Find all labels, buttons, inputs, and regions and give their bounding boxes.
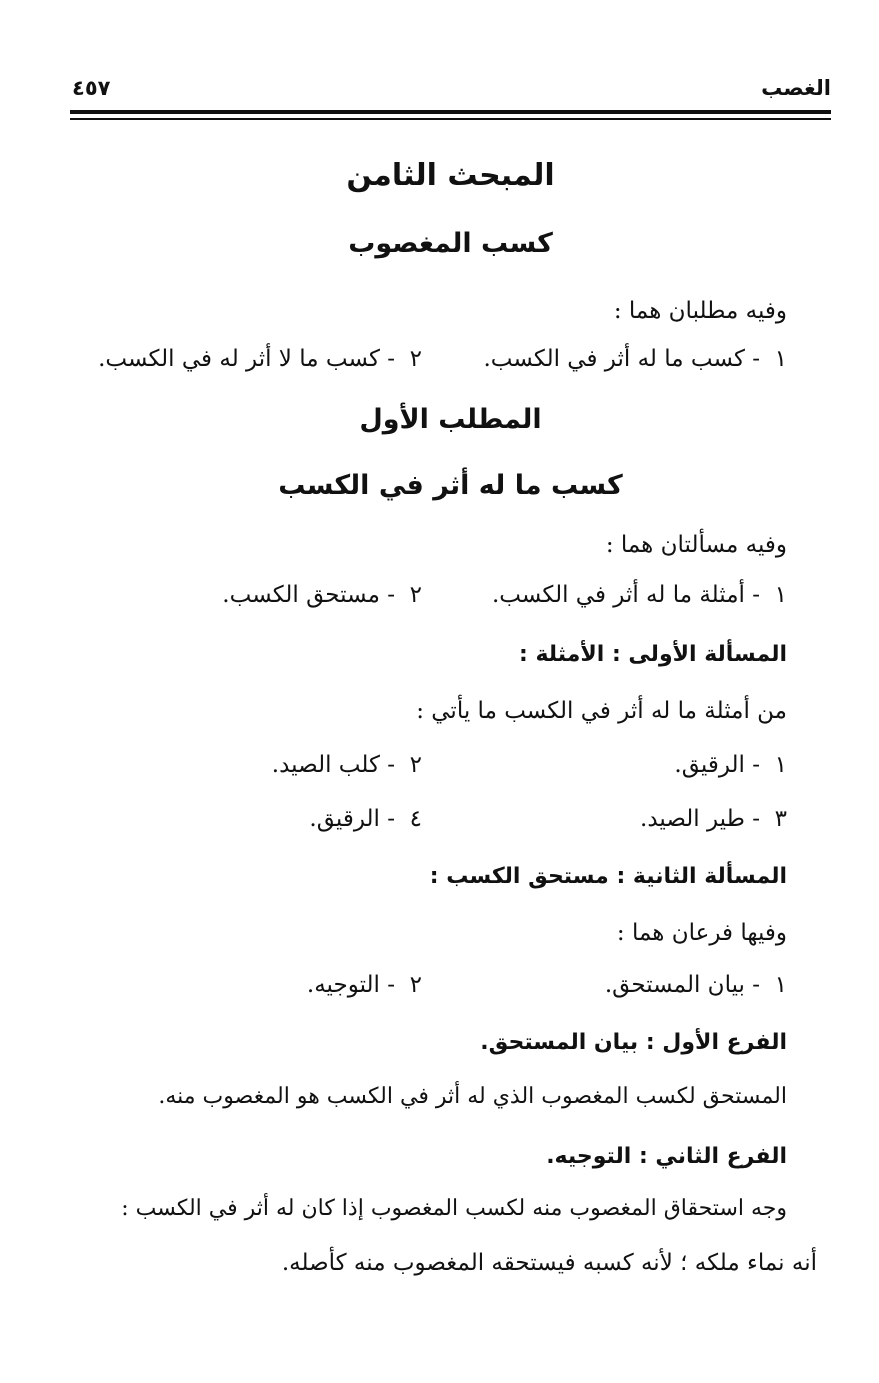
demand-subtitle: كسب ما له أثر في الكسب bbox=[278, 470, 623, 501]
list-2 bbox=[60, 582, 787, 614]
branch-2-text-1: وجه استحقاق المغصوب منه لكسب المغصوب إذا كان له أثر في الكسب : bbox=[121, 1196, 787, 1221]
list-item: ١ - بيان المستحق. bbox=[604, 972, 787, 998]
intro-paragraph-1: وفيه مطلبان هما : bbox=[613, 298, 787, 324]
list-item: ١ - كسب ما له أثر في الكسب. bbox=[483, 346, 787, 372]
issue-1-intro: من أمثلة ما له أثر في الكسب ما يأتي : bbox=[416, 698, 787, 724]
list-item: ٢ - كسب ما لا أثر له في الكسب. bbox=[98, 346, 422, 372]
section-heading: المبحث الثامن bbox=[346, 158, 555, 193]
list-item: ١ - الرقيق. bbox=[674, 752, 787, 778]
branch-1-text: المستحق لكسب المغصوب الذي له أثر في الكسب هو المغصوب منه. bbox=[158, 1084, 787, 1109]
intro-paragraph-2: وفيه مسألتان هما : bbox=[605, 532, 787, 558]
list-item: ٢ - مستحق الكسب. bbox=[222, 582, 422, 608]
list-3 bbox=[60, 972, 787, 1004]
issue-2-intro: وفيها فرعان هما : bbox=[616, 920, 787, 946]
list-1 bbox=[60, 346, 787, 378]
page-number: ٤٥٧ bbox=[72, 76, 111, 100]
header-rule-thin bbox=[70, 118, 831, 120]
section-subtitle: كسب المغصوب bbox=[348, 228, 553, 259]
branch-2-text-2: أنه نماء ملكه ؛ لأنه كسبه فيستحقه المغصوب منه كأصله. bbox=[281, 1250, 817, 1276]
examples-row-2 bbox=[60, 806, 787, 838]
header-rule-thick bbox=[70, 110, 831, 114]
issue-1-title: المسألة الأولى : الأمثلة : bbox=[519, 642, 787, 667]
issue-2-title: المسألة الثانية : مستحق الكسب : bbox=[429, 864, 787, 889]
list-item: ٢ - كلب الصيد. bbox=[271, 752, 422, 778]
branch-1-title: الفرع الأول : بيان المستحق. bbox=[480, 1030, 787, 1055]
running-title: الغصب bbox=[761, 76, 831, 100]
branch-2-title: الفرع الثاني : التوجيه. bbox=[546, 1144, 787, 1169]
examples-row-1 bbox=[60, 752, 787, 784]
list-item: ٢ - التوجيه. bbox=[306, 972, 422, 998]
list-item: ٤ - الرقيق. bbox=[309, 806, 422, 832]
demand-heading: المطلب الأول bbox=[359, 404, 542, 435]
running-header bbox=[72, 76, 831, 104]
list-item: ٣ - طير الصيد. bbox=[640, 806, 787, 832]
list-item: ١ - أمثلة ما له أثر في الكسب. bbox=[491, 582, 787, 608]
